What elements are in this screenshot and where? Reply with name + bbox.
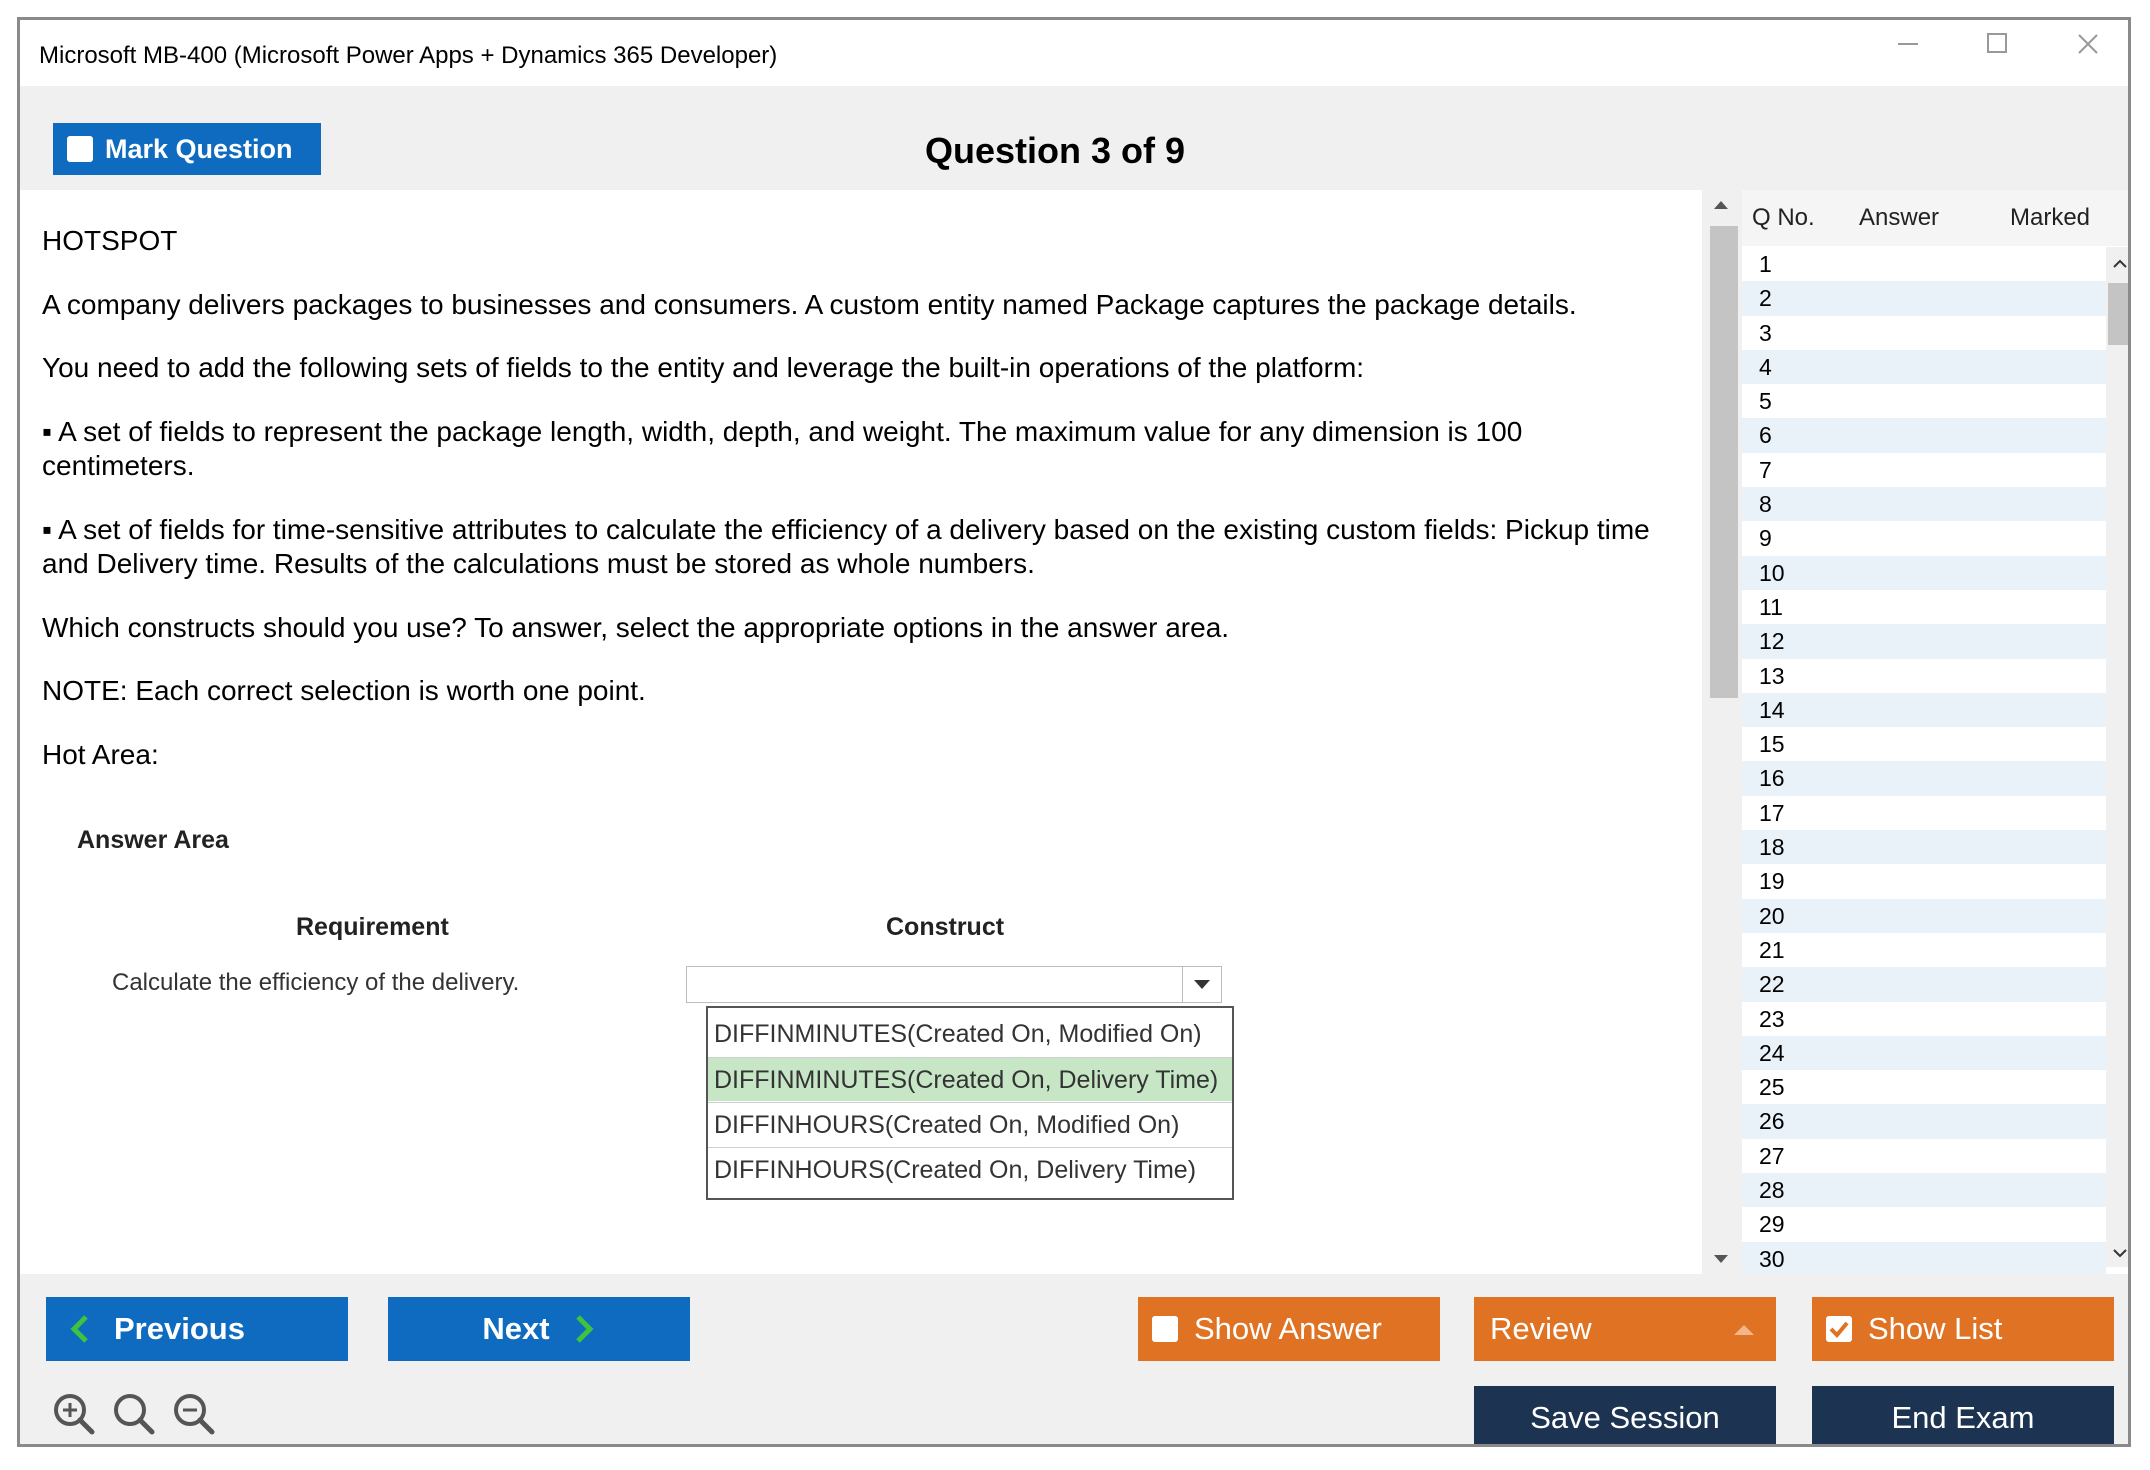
show-list-button[interactable] [1812,1297,2114,1361]
question-number: 27 [1759,1142,1785,1169]
previous-button[interactable] [46,1297,348,1361]
question-list-row[interactable] [1742,864,2106,898]
question-counter: Question 3 of 9 [924,130,1186,171]
question-number: 26 [1759,1108,1785,1135]
zoom-in-icon[interactable] [50,1390,98,1438]
question-paragraph: A company delivers packages to businesses and consumers. A custom entity named Package captures the package details. [42,289,1577,320]
question-list-row[interactable] [1742,453,2106,487]
close-icon[interactable] [2058,32,2118,74]
question-list-row[interactable] [1742,1036,2106,1070]
scroll-down-icon[interactable] [1702,1244,1740,1274]
checked-checkbox-icon [1826,1316,1852,1342]
maximize-icon[interactable] [1967,32,2027,74]
content-scrollbar[interactable] [1702,190,1740,1274]
previous-label: Previous [114,1311,245,1346]
show-answer-label: Show Answer [1194,1311,1382,1346]
question-number: 2 [1759,285,1772,312]
question-number: 9 [1759,525,1772,552]
zoom-reset-icon[interactable] [110,1390,158,1438]
question-number: 1 [1759,251,1772,277]
question-list-row[interactable] [1742,384,2106,418]
chevron-left-icon [68,1314,90,1344]
question-bullet: ▪ A set of fields for time-sensitive attributes to calculate the efficiency of a delivery based on the existing custom fields: Pickup time and Delivery time. Results of the calculations must be stored as whole numbers. [42,514,1650,579]
question-paragraph: You need to add the following sets of fields to the entity and leverage the built-in operations of the platform: [42,352,1365,383]
question-list-row[interactable] [1742,316,2106,350]
construct-dropdown[interactable] [686,966,1222,1003]
question-note: NOTE: Each correct selection is worth one point. [42,675,646,706]
question-list-row[interactable] [1742,830,2106,864]
question-number: 6 [1759,422,1772,449]
checkbox-icon [1152,1316,1178,1342]
construct-header: Construct [886,913,1005,941]
question-number: 18 [1759,834,1785,861]
answer-column-header: Answer [1859,204,1940,231]
title-bar [20,20,2128,86]
chevron-down-icon[interactable] [2106,1243,2131,1263]
question-paragraph: Which constructs should you use? To answer, select the appropriate options in the answer area. [42,612,1230,643]
requirement-header: Requirement [296,913,449,941]
dropdown-option-highlighted[interactable]: DIFFINMINUTES(Created On, Delivery Time) [708,1057,1232,1101]
review-button[interactable] [1474,1297,1776,1361]
question-list-scrollbar[interactable] [2106,247,2131,1267]
question-list-header [1742,190,2131,246]
minimize-icon[interactable] [1878,32,1938,74]
question-number: 5 [1759,388,1772,415]
question-list-row[interactable] [1742,556,2106,590]
marked-column-header: Marked [2010,204,2091,231]
scrollbar-thumb[interactable] [1710,226,1738,698]
question-list-row[interactable] [1742,1104,2106,1138]
chevron-up-icon[interactable] [2106,253,2131,273]
answer-area-title: Answer Area [77,826,229,854]
question-number: 8 [1759,491,1772,518]
question-number: 4 [1759,353,1772,380]
question-list-row[interactable] [1742,487,2106,521]
question-number: 3 [1759,319,1772,346]
question-list-row[interactable] [1742,727,2106,761]
hot-area-label: Hot Area: [42,739,159,770]
scroll-up-icon[interactable] [1702,190,1740,220]
requirement-text: Calculate the efficiency of the delivery. [112,969,520,996]
app-window [17,17,2131,1447]
question-content [20,190,1702,1274]
question-number: 11 [1759,593,1783,620]
question-list-row[interactable] [1742,590,2106,624]
save-session-button[interactable] [1474,1386,1776,1447]
question-list-row[interactable] [1742,281,2106,315]
end-exam-button[interactable] [1812,1386,2114,1447]
chevron-right-icon [574,1314,596,1344]
zoom-out-icon[interactable] [170,1390,218,1438]
question-list-row[interactable] [1742,796,2106,830]
question-number: 20 [1759,902,1785,929]
footer-toolbar [20,1274,2128,1447]
question-list-row[interactable] [1742,1173,2106,1207]
question-number: 19 [1759,868,1785,895]
question-number: 21 [1759,936,1785,963]
question-list-row[interactable] [1742,247,2106,281]
question-list-row[interactable] [1742,521,2106,555]
caret-up-icon [1734,1323,1754,1335]
question-bullet: ▪ A set of fields to represent the package length, width, depth, and weight. The maximum value for any dimension is 100 centimeters. [42,416,1523,481]
question-number: 24 [1759,1039,1785,1066]
review-label: Review [1490,1311,1592,1346]
dropdown-option[interactable]: DIFFINMINUTES(Created On, Modified On) [714,1020,1202,1048]
dropdown-option[interactable]: DIFFINHOURS(Created On, Modified On) [708,1102,1232,1146]
question-list-row[interactable] [1742,967,2106,1001]
question-number: 28 [1759,1177,1785,1204]
question-list-row[interactable] [1742,1207,2106,1241]
question-list-row[interactable] [1742,1070,2106,1104]
question-list-row[interactable] [1742,1242,2106,1276]
next-label: Next [482,1311,550,1346]
question-number: 15 [1759,731,1785,758]
question-number: 14 [1759,696,1785,723]
question-list-row[interactable] [1742,624,2106,658]
show-list-label: Show List [1868,1311,2003,1346]
question-list-panel [1742,190,2131,1274]
question-number: 13 [1759,662,1785,689]
show-answer-button[interactable] [1138,1297,1440,1361]
question-number: 16 [1759,765,1785,792]
question-number: 10 [1759,559,1785,586]
question-number: 7 [1759,456,1772,483]
window-title: Microsoft MB-400 (Microsoft Power Apps + Dynamics 365 Developer) [39,42,778,69]
save-session-label: Save Session [1530,1400,1720,1435]
mark-question-label: Mark Question [105,133,293,164]
question-list-row[interactable] [1742,1139,2106,1173]
question-list-row[interactable] [1742,693,2106,727]
question-list-rows [1742,247,2106,1276]
question-list-row[interactable] [1742,761,2106,795]
question-number: 22 [1759,971,1785,998]
question-number: 12 [1759,628,1785,655]
question-number: 29 [1759,1211,1785,1238]
chevron-down-icon[interactable] [1182,967,1221,1002]
question-header [20,86,2128,190]
question-list-row[interactable] [1742,933,2106,967]
question-type-label: HOTSPOT [42,225,178,256]
scrollbar-thumb[interactable] [2108,283,2131,345]
qno-column-header: Q No. [1752,204,1815,231]
question-list-row[interactable] [1742,350,2106,384]
end-exam-label: End Exam [1891,1400,2035,1435]
dropdown-option[interactable]: DIFFINHOURS(Created On, Delivery Time) [708,1147,1232,1191]
question-list-row[interactable] [1742,418,2106,452]
next-button[interactable] [388,1297,690,1361]
answer-area [20,190,1702,1274]
question-list-row[interactable] [1742,659,2106,693]
question-number: 23 [1759,1005,1785,1032]
question-list-row[interactable] [1742,1002,2106,1036]
question-number: 17 [1759,799,1785,826]
question-number: 25 [1759,1074,1785,1101]
question-number: 30 [1759,1245,1785,1272]
question-list-row[interactable] [1742,899,2106,933]
